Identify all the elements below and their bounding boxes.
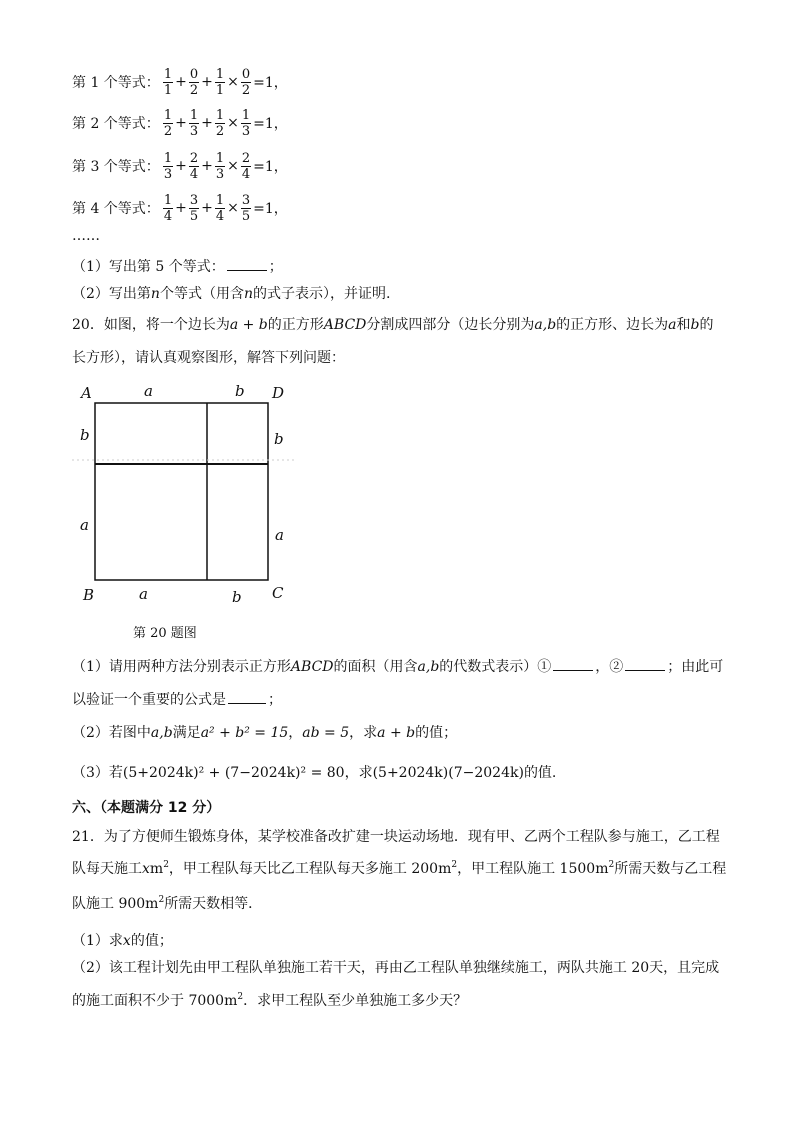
numerator: 1	[163, 150, 173, 166]
fraction	[215, 193, 225, 224]
label-A: A	[81, 384, 92, 402]
fraction	[189, 67, 199, 98]
q19-part2: （2）写出第n个等式（用含n的式子表示），并证明.	[72, 286, 391, 302]
answer-blank-3[interactable]	[228, 689, 266, 704]
denominator: 5	[189, 208, 199, 224]
label-right-b: b	[274, 430, 284, 448]
operator: +	[201, 115, 213, 131]
fraction	[189, 108, 199, 139]
equation-label: 第 4 个等式：	[72, 201, 160, 217]
denominator: 3	[215, 166, 225, 182]
fraction	[163, 151, 173, 182]
equation-rhs: =1，	[253, 201, 288, 217]
label-bottom-b: b	[232, 588, 242, 606]
operator: ×	[227, 74, 239, 90]
q21-part2-line2: 的施工面积不少于 $7000m^2$．求甲工程队至少单独施工多少天？	[72, 992, 468, 1009]
denominator: 2	[215, 123, 225, 139]
label-D: D	[272, 384, 285, 402]
label-right-a: a	[275, 526, 284, 544]
numerator: 3	[189, 192, 199, 208]
fraction	[189, 193, 199, 224]
fraction	[163, 108, 173, 139]
numerator: 1	[189, 107, 199, 123]
equation-row	[72, 146, 289, 186]
section-heading: 六、（本题满分 12 分）	[72, 800, 221, 816]
equation-rhs: =1，	[253, 75, 288, 91]
fraction	[241, 108, 251, 139]
operator: ×	[227, 158, 239, 174]
ellipsis: ……	[72, 228, 100, 244]
equation-label: 第 3 个等式：	[72, 159, 160, 175]
fraction	[163, 193, 173, 224]
equation-row	[72, 188, 289, 228]
q21-part2: （2）该工程计划先由甲工程队单独施工若干天，再由乙工程队单独继续施工，两队共施工 20天，且完成	[72, 960, 720, 976]
label-top-b: b	[235, 382, 245, 400]
q20-part1: （1）请用两种方法分别表示正方形ABCD的面积（用含a,b的代数式表示）① ，② ；由此可	[72, 656, 723, 676]
operator: +	[201, 200, 213, 216]
denominator: 1	[163, 82, 173, 98]
q21-line3: 队施工 $900m^2$所需天数相等．	[72, 895, 263, 912]
denominator: 2	[189, 82, 199, 98]
figure-caption: 第 20 题图	[133, 626, 197, 641]
fraction	[163, 67, 173, 98]
answer-blank-2[interactable]	[625, 656, 665, 671]
numerator: 1	[163, 107, 173, 123]
numerator: 1	[215, 192, 225, 208]
fraction	[241, 151, 251, 182]
equation-rhs: =1，	[253, 116, 288, 132]
fraction	[189, 151, 199, 182]
denominator: 3	[189, 123, 199, 139]
equation-row	[72, 62, 289, 102]
q20-part2: （2）若图中a,b满足a² + b² = 15，ab = 5，求a + b的值；	[72, 725, 458, 741]
denominator: 1	[215, 82, 225, 98]
label-bottom-a: a	[139, 585, 148, 603]
numerator: 3	[241, 192, 251, 208]
equation-rhs: =1，	[253, 159, 288, 175]
answer-blank[interactable]	[227, 256, 267, 271]
denominator: 4	[215, 208, 225, 224]
fraction	[215, 151, 225, 182]
operator: +	[201, 158, 213, 174]
q20-stem-line1: 20．如图，将一个边长为a + b的正方形ABCD分割成四部分（边长分别为a,b的正方形、边长为a和b的	[72, 317, 714, 333]
fraction	[241, 193, 251, 224]
q21-part1: （1）求x的值；	[72, 933, 173, 949]
operator: +	[175, 200, 187, 216]
square-figure	[70, 376, 300, 606]
numerator: 0	[189, 66, 199, 82]
numerator: 2	[241, 150, 251, 166]
denominator: 2	[241, 82, 251, 98]
operator: +	[175, 158, 187, 174]
q20-stem-line2: 长方形），请认真观察图形，解答下列问题：	[72, 350, 345, 366]
operator: ×	[227, 200, 239, 216]
label-left-b: b	[80, 426, 90, 444]
q19-part1: （1）写出第 5 个等式： ；	[72, 256, 283, 276]
denominator: 2	[163, 123, 173, 139]
denominator: 4	[241, 166, 251, 182]
label-top-a: a	[144, 382, 153, 400]
denominator: 3	[241, 123, 251, 139]
numerator: 1	[163, 192, 173, 208]
equation-label: 第 2 个等式：	[72, 116, 160, 132]
numerator: 1	[163, 66, 173, 82]
denominator: 5	[241, 208, 251, 224]
denominator: 4	[163, 208, 173, 224]
q20-part3: （3）若(5+2024k)² + (7−2024k)² = 80，求(5+2024k)(7−2024k)的值.	[72, 765, 557, 781]
outer-square	[95, 403, 268, 580]
numerator: 1	[215, 66, 225, 82]
fraction	[241, 67, 251, 98]
operator: +	[201, 74, 213, 90]
equation-row	[72, 103, 289, 143]
numerator: 1	[241, 107, 251, 123]
label-left-a: a	[80, 516, 89, 534]
fraction	[215, 108, 225, 139]
numerator: 2	[189, 150, 199, 166]
numerator: 1	[215, 150, 225, 166]
q21-line1: 21．为了方便师生锻炼身体，某学校准备改扩建一块运动场地．现有甲、乙两个工程队参与施工，乙工程	[72, 829, 720, 845]
q21-line2: 队每天施工$xm^2$，甲工程队每天比乙工程队每天多施工 $200m^2$，甲工程队施工 $1500m^2$所需天数与乙工程	[72, 860, 727, 877]
label-C: C	[272, 584, 284, 602]
answer-blank-1[interactable]	[553, 656, 593, 671]
operator: ×	[227, 115, 239, 131]
fraction	[215, 67, 225, 98]
operator: +	[175, 115, 187, 131]
denominator: 3	[163, 166, 173, 182]
operator: +	[175, 74, 187, 90]
equation-label: 第 1 个等式：	[72, 75, 160, 91]
denominator: 4	[189, 166, 199, 182]
numerator: 0	[241, 66, 251, 82]
numerator: 1	[215, 107, 225, 123]
label-B: B	[83, 586, 95, 604]
q20-part1-line2: 以验证一个重要的公式是 ；	[72, 689, 282, 709]
